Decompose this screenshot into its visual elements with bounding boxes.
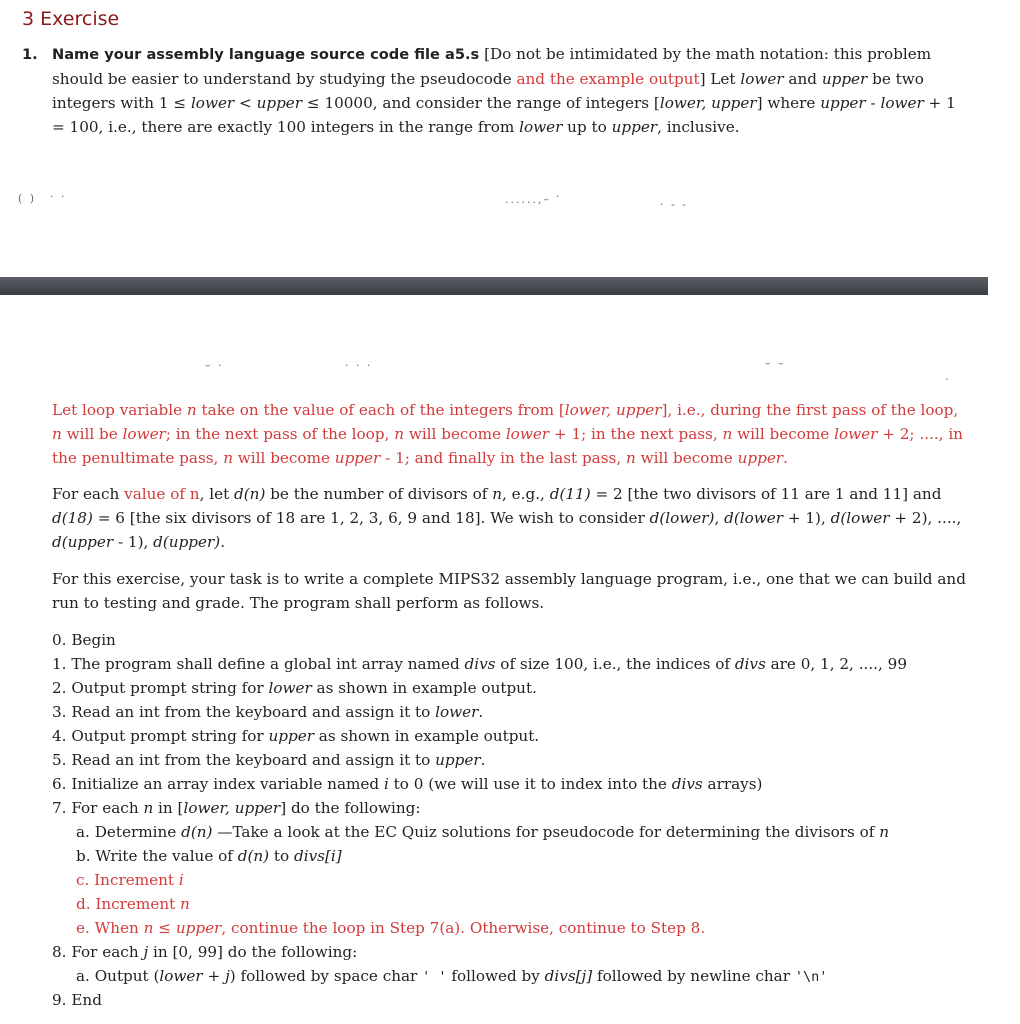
problem-number: 1. [22, 46, 38, 63]
scan-artifact: · [556, 190, 562, 203]
scan-artifact: ( ) [18, 192, 37, 205]
step-5: 5. Read an int from the keyboard and assign it to upper. [52, 751, 486, 769]
step-7c: c. Increment i [76, 871, 184, 889]
step-4: 4. Output prompt string for upper as shown in example output. [52, 727, 540, 745]
divisor-paragraph: For each value of n, let d(n) be the number of divisors of n, e.g., d(11) = 2 [the two divisors of 11 are 1 and 11] and d(18) = 6 [the six divisors of 18 are 1, 2, 3, 6, 9 and 18]. We wish to consider d(lower), d(lower + 1), d(lower + 2), ...., d(upper - 1), d(upper). [52, 485, 962, 551]
scan-artifact: – · [205, 359, 224, 372]
scan-artifact: · · [50, 190, 67, 203]
redaction-bar [0, 277, 988, 295]
scan-artifact: . [945, 370, 951, 383]
scan-artifact: – – [765, 357, 786, 370]
step-0: 0. Begin [52, 631, 116, 649]
problem-heading: Name your assembly language source code file a5.s [52, 46, 480, 63]
step-7b: b. Write the value of d(n) to divs[i] [76, 847, 342, 865]
scan-artifact: ......,– [505, 193, 551, 206]
task-paragraph: For this exercise, your task is to write a complete MIPS32 assembly language program, i.e., one that we can build and run to testing and grade. The program shall perform as follows. [52, 570, 966, 612]
step-7d: d. Increment n [76, 895, 190, 913]
step-1: 1. The program shall define a global int array named divs of size 100, i.e., the indices of divs are 0, 1, 2, ...., 99 [52, 655, 907, 673]
step-8: 8. For each j in [0, 99] do the following: [52, 943, 358, 961]
step-2: 2. Output prompt string for lower as shown in example output. [52, 679, 537, 697]
section-title: 3 Exercise [22, 8, 120, 30]
step-7: 7. For each n in [lower, upper] do the following: [52, 799, 421, 817]
scan-artifact: · · · [345, 359, 373, 372]
step-8a: a. Output (lower + j) followed by space char ' ' followed by divs[j] followed by newline char '\n' [76, 967, 828, 985]
scan-artifact: · - - [660, 198, 688, 211]
loop-paragraph: Let loop variable n take on the value of each of the integers from [lower, upper], i.e., during the first pass of the loop, n will be lower; in the next pass of the loop, n will become lower + 1; in the next pass, n will become lower + 2; ...., in the penultimate pass, n will become upper - 1; and finally in the last pass, n will become upper. [52, 401, 963, 467]
step-6: 6. Initialize an array index variable named i to 0 (we will use it to index into the divs arrays) [52, 775, 763, 793]
step-3: 3. Read an int from the keyboard and assign it to lower. [52, 703, 484, 721]
step-7e: e. When n ≤ upper, continue the loop in Step 7(a). Otherwise, continue to Step 8. [76, 919, 706, 937]
step-7a: a. Determine d(n) —Take a look at the EC Quiz solutions for pseudocode for determining the divisors of n [76, 823, 890, 841]
problem-intro: 1. Name your assembly language source code file a5.s [Do not be intimidated by the math notation: this problem should be easier to understand by studying the pseudocode and the example output] Let lower and upper be two integers with 1 ≤ lower < upper ≤ 10000, and consider the range of integers [lower, upper] where upper - lower + 1 = 100, i.e., there are exactly 100 integers in the range from lower up to upper, inclusive. [22, 45, 956, 136]
step-9: 9. End [52, 991, 102, 1009]
